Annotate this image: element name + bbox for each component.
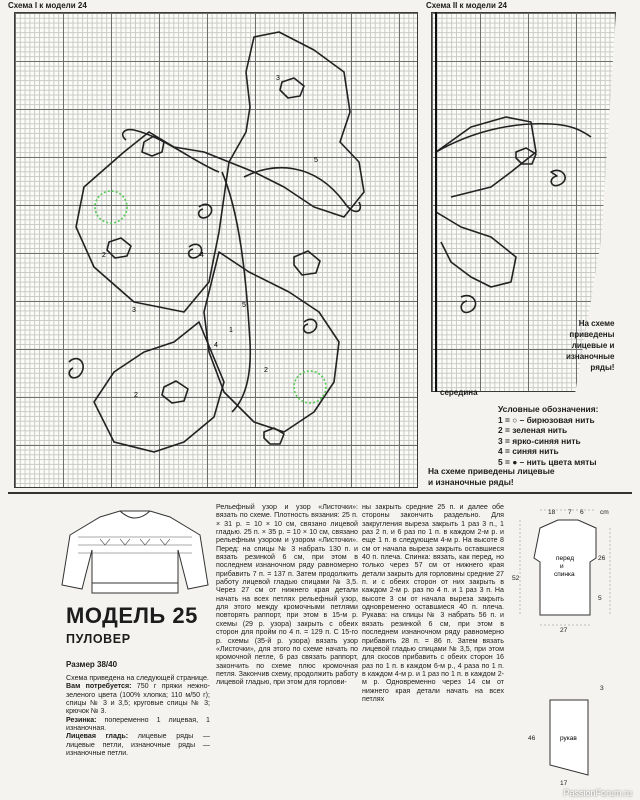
dot-circle-2 <box>294 371 326 403</box>
chart-symbol-digit: 1 <box>229 327 233 334</box>
garment-schematics <box>510 500 635 800</box>
legend-item: 3 = ярко-синяя нить <box>498 435 581 446</box>
scheme2-caption: Схема II к модели 24 <box>426 1 507 10</box>
instructions-col-1 <box>66 674 210 757</box>
lower-left-wing <box>94 322 224 452</box>
dim-label: 17 <box>560 780 568 787</box>
section-divider <box>8 492 632 494</box>
model-size: Размер 38/40 <box>66 660 118 669</box>
dim-label: 7 <box>568 509 572 516</box>
dim-label: 26 <box>598 555 606 562</box>
butterfly-motif-scheme1 <box>14 12 418 488</box>
legend <box>498 404 598 468</box>
dim-label: 27 <box>560 627 568 634</box>
sweater-illustration <box>60 505 210 595</box>
side-note-line: На схеме <box>578 319 615 328</box>
chart-symbol-digit: 2 <box>102 252 106 259</box>
swirl-4 <box>69 359 83 378</box>
chart-symbol-digit: 4 <box>214 342 218 349</box>
middle-label: середина <box>440 388 478 397</box>
antenna-right <box>244 168 360 212</box>
front-back-outline <box>534 520 596 615</box>
chart-symbol-digit: 3 <box>132 307 136 314</box>
dim-label: 3 <box>600 685 604 692</box>
watermark: PassionForum.ru <box>563 788 632 798</box>
spot-5 <box>162 381 188 403</box>
chart-symbol-digit: 5 <box>314 157 318 164</box>
legend-item: 2 = зеленая нить <box>498 425 568 436</box>
legend-title: Условные обозначения: <box>498 404 599 414</box>
chart-symbol-digit: 4 <box>200 252 204 259</box>
upper-left-wing <box>76 132 229 312</box>
side-note-line: ряды! <box>590 363 615 372</box>
side-note-line: изнаночные <box>566 352 615 361</box>
diag-front-label: спинка <box>554 571 575 578</box>
model-subtitle: ПУЛОВЕР <box>66 632 131 646</box>
chart-symbol-digit: 5 <box>242 302 246 309</box>
body <box>222 172 250 412</box>
dim-unit: cm <box>600 509 609 516</box>
legend-note <box>428 466 555 487</box>
model-title: МОДЕЛЬ 25 <box>66 603 198 628</box>
diag-sleeve-label: рукав <box>560 735 577 742</box>
legend-note-line: и изнаночные ряды! <box>428 476 514 487</box>
paragraph: Лицевая гладь: лицевые ряды — лицевые петли, изнаночные ряды — изнаночные петли. <box>66 732 210 758</box>
legend-item: 5 = ● – нить цвета мяты <box>498 456 597 467</box>
side-note-line: приведены <box>569 330 615 339</box>
dot-circle-1 <box>95 191 127 223</box>
paragraph: Схема приведена на следующей странице. <box>66 674 209 682</box>
instructions-col-2: Рельефный узор и узор «Листочки»: вязать по схеме. Плотность вязания: 25 п. × 31 р. = 10 × 10 см, связано лицевой гладью. 25 п. × 35 р. = 10 × 10 см, связано рельефным узором и узором «Листочки». Перед: на спицы № 3 набрать 130 п. и вязать резинкой 6 см, при этом в последнем изнаночном ряду равномерно прибавить 7 п. = 137 п. Затем продолжить работу лицевой гладью спицами № 3,5. Через 27 см от нижнего края детали начать на всех петлях рельефный узор, для этого между кромочными петлями повторять раппорт, при этом в 15-м р. схемы (29 р. узора) закрыть с обеих сторон для пройм по 4 п. = 129 п. С 15-го р. схемы (35-й р. узора) вязать узор «Листочки», для этого по схеме начать по кромочной петле, 6 раз связать раппорт, закончить по схеме плюс кромочная петля. Закончив схему, продолжить работу лицевой гладью, при этом для горлови- <box>216 503 358 687</box>
dim-label: 6 <box>580 509 584 516</box>
paragraph: Резинка: попеременно 1 лицевая, 1 изнаночная. <box>66 715 210 733</box>
scheme2-side-note <box>566 318 614 373</box>
legend-item: 1 = ○ – бирюзовая нить <box>498 414 595 425</box>
swirl-1 <box>199 204 212 218</box>
dim-label: 46 <box>528 735 536 742</box>
instructions-col-3: ны закрыть средние 25 п. и далее обе стороны закончить раздельно. Для закругления выреза закрыть 1 раз 3 п., 1 раз 2 п. и 6 раз по 1 п. в каждом 2-м р. и еще 1 п. в следующем 4-м р. На высоте 8 см от начала выреза закрыть оставшиеся 40 п. плеча. Спинка: вязать, как перед, но только через 57 см от нижнего края детали закрыть для горловины средние 27 п. и с обеих сторон от них закрыть в каждом 2-м р. раз по 4 п. и 1 раз 3 п. На высоте 3 см от начала выреза закрыть одновременно оставшиеся 40 п. плеча. Рукава: на спицы № 3 набрать 56 п. и вязать резинкой 6 см, при этом в последнем изнаночном ряду равномерно прибавить 28 п. = 86 п. Затем вязать лицевой гладью спицами № 3,5, при этом для скосов прибавить с обеих сторон 16 раз по 1 п. в каждом 6-м р., 4 раза по 1 п. в каждом 4-м р. и 1 раз по 1 п. в каждом 2-м р. Одновременно через 14 см от нижнего края детали начать на всех петлях <box>362 503 504 703</box>
dim-label: 18 <box>548 509 556 516</box>
legend-note-line: На схеме приведены лицевые <box>428 466 555 476</box>
antenna-left <box>123 130 219 172</box>
chart-symbol-digit: 3 <box>276 75 280 82</box>
dim-label: 52 <box>512 575 520 582</box>
side-note-line: лицевые и <box>571 341 615 350</box>
spot-2 <box>107 238 131 258</box>
swirl-3 <box>304 319 317 333</box>
spot-3 <box>280 78 304 98</box>
dim-label: 5 <box>598 595 602 602</box>
diag-front-label: перед <box>556 555 575 562</box>
scheme1-caption: Схема I к модели 24 <box>8 1 87 10</box>
legend-item: 4 = синяя нить <box>498 446 559 457</box>
paragraph: Вам потребуется: 750 г пряжи нежно-зеленого цвета (100% хлопка; 110 м/50 г); спицы № 3 и 3,5; круговые спицы № 3; крючок № 3. <box>66 682 210 716</box>
lower-right-wing <box>204 252 339 432</box>
upper-right-wing <box>229 32 364 217</box>
diag-front-label: и <box>560 563 564 570</box>
spot-4 <box>294 251 320 275</box>
chart-symbol-digit: 2 <box>134 392 138 399</box>
chart-symbol-digit: 2 <box>264 367 268 374</box>
